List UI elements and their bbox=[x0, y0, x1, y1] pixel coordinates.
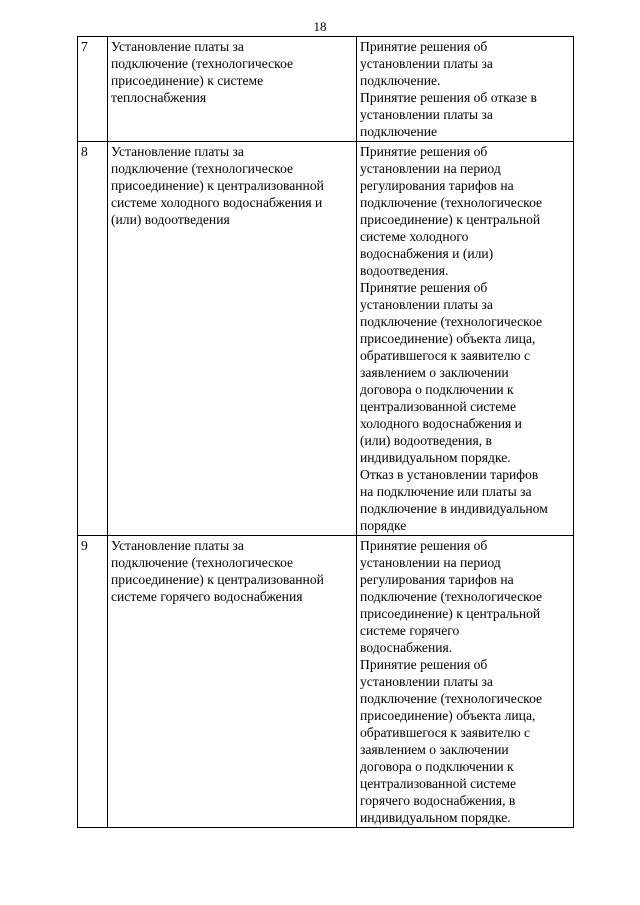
decision-line: Принятие решения об bbox=[360, 39, 488, 54]
decision-line: водоотведения. bbox=[360, 263, 449, 278]
decision-line: водоснабжения. bbox=[360, 640, 453, 655]
decision-line: горячего водоснабжения, в bbox=[360, 793, 516, 808]
decision-line: заявлением о заключении bbox=[360, 742, 509, 757]
decision-line: централизованной системе bbox=[360, 399, 517, 414]
decision-line: присоединение) к центральной bbox=[360, 606, 541, 621]
decision-line: системе горячего bbox=[360, 623, 460, 638]
decision-line: централизованной системе bbox=[360, 776, 517, 791]
service-name-line: (или) водоотведения bbox=[111, 212, 230, 227]
service-name-line: теплоснабжения bbox=[111, 90, 207, 105]
decision-line: Принятие решения об bbox=[360, 538, 488, 553]
decision-line: подключение (технологическое bbox=[360, 314, 543, 329]
decision-line: Принятие решения об bbox=[360, 657, 488, 672]
decision-line: присоединение) объекта лица, bbox=[360, 708, 536, 723]
decision-line: установлении платы за bbox=[360, 674, 493, 689]
decision-line: подключение (технологическое bbox=[360, 691, 543, 706]
decision-line: установлении платы за bbox=[360, 297, 493, 312]
service-name-cell bbox=[108, 536, 357, 828]
decision-line: заявлением о заключении bbox=[360, 365, 509, 380]
table-row bbox=[78, 37, 574, 142]
decision-line: присоединение) объекта лица, bbox=[360, 331, 536, 346]
decision-line: договора о подключении к bbox=[360, 382, 514, 397]
service-name-line: подключение (технологическое bbox=[111, 555, 294, 570]
service-name-line: подключение (технологическое bbox=[111, 161, 294, 176]
decision-line: присоединение) к центральной bbox=[360, 212, 541, 227]
decision-line: установлении на период bbox=[360, 161, 501, 176]
service-name-line: присоединение) к централизованной bbox=[111, 572, 324, 587]
services-table bbox=[77, 36, 574, 828]
decision-line: Принятие решения об отказе в bbox=[360, 90, 537, 105]
decision-line: установлении платы за bbox=[360, 107, 493, 122]
decision-line: обратившегося к заявителю с bbox=[360, 348, 531, 363]
decision-line: водоснабжения и (или) bbox=[360, 246, 494, 261]
service-name-line: Установление платы за bbox=[111, 39, 244, 54]
decision-line: индивидуальном порядке. bbox=[360, 450, 511, 465]
table-row bbox=[78, 536, 574, 828]
service-name-line: присоединение) к централизованной bbox=[111, 178, 324, 193]
service-name-line: подключение (технологическое bbox=[111, 56, 294, 71]
decision-line: Отказ в установлении тарифов bbox=[360, 467, 539, 482]
decision-line: подключение (технологическое bbox=[360, 195, 543, 210]
page-number: 18 bbox=[313, 19, 327, 34]
service-name-line: системе холодного водоснабжения и bbox=[111, 195, 323, 210]
decision-cell bbox=[357, 142, 574, 536]
decision-line: установлении на период bbox=[360, 555, 501, 570]
decision-line: Принятие решения об bbox=[360, 280, 488, 295]
decision-line: договора о подключении к bbox=[360, 759, 514, 774]
decision-line: на подключение или платы за bbox=[360, 484, 532, 499]
decision-cell bbox=[357, 536, 574, 828]
row-number-cell: 7 bbox=[78, 37, 108, 142]
table-row bbox=[78, 142, 574, 536]
service-name-cell bbox=[108, 37, 357, 142]
service-name-line: присоединение) к системе bbox=[111, 73, 264, 88]
decision-line: подключение в индивидуальном bbox=[360, 501, 548, 516]
row-number-cell: 9 bbox=[78, 536, 108, 828]
service-name-line: Установление платы за bbox=[111, 144, 244, 159]
decision-line: Принятие решения об bbox=[360, 144, 488, 159]
decision-line: регулирования тарифов на bbox=[360, 178, 514, 193]
decision-line: индивидуальном порядке. bbox=[360, 810, 511, 825]
decision-line: подключение (технологическое bbox=[360, 589, 543, 604]
table-body bbox=[78, 37, 574, 828]
service-name-cell bbox=[108, 142, 357, 536]
row-number-cell: 8 bbox=[78, 142, 108, 536]
decision-line: порядке bbox=[360, 518, 407, 533]
decision-line: (или) водоотведения, в bbox=[360, 433, 492, 448]
service-name-line: системе горячего водоснабжения bbox=[111, 589, 303, 604]
decision-cell bbox=[357, 37, 574, 142]
decision-line: регулирования тарифов на bbox=[360, 572, 514, 587]
decision-line: холодного водоснабжения и bbox=[360, 416, 522, 431]
decision-line: системе холодного bbox=[360, 229, 469, 244]
decision-line: установлении платы за bbox=[360, 56, 493, 71]
decision-line: обратившегося к заявителю с bbox=[360, 725, 531, 740]
decision-line: подключение. bbox=[360, 73, 441, 88]
decision-line: подключение bbox=[360, 124, 438, 139]
service-name-line: Установление платы за bbox=[111, 538, 244, 553]
